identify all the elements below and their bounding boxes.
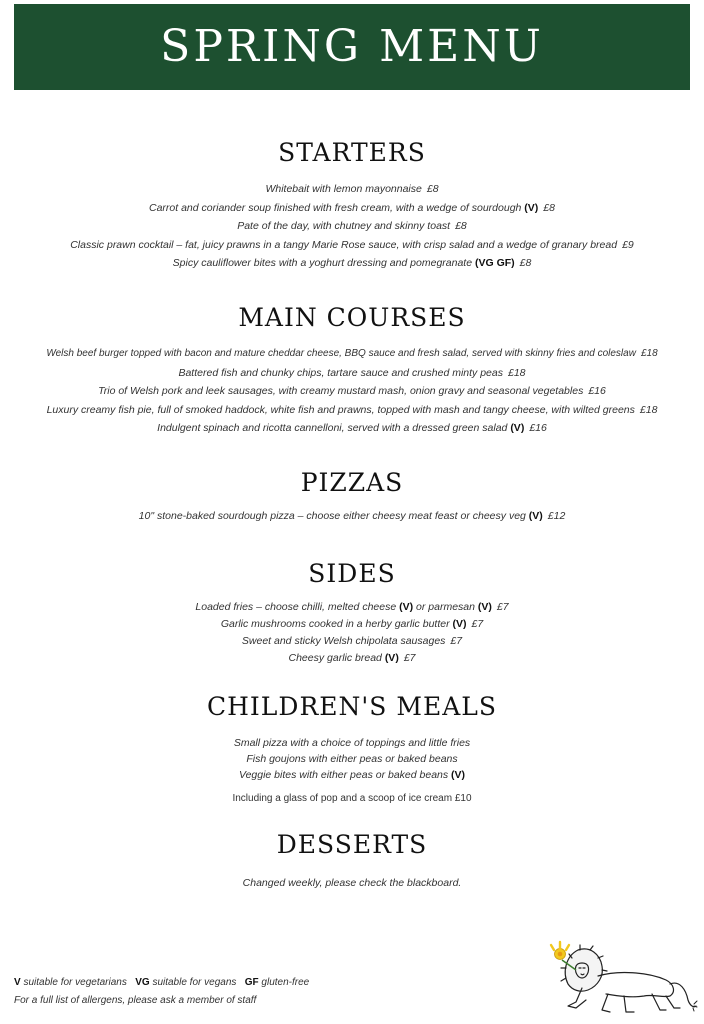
children-note: Including a glass of pop and a scoop of ice cream £10	[232, 793, 472, 804]
pizzas-list	[0, 507, 704, 526]
mains-heading: MAIN COURSES	[238, 303, 466, 332]
desserts-text: Changed weekly, please check the blackboard.	[242, 877, 462, 889]
pizzas-section	[0, 468, 704, 526]
menu-item: Fish goujons with either peas or baked beans	[246, 753, 458, 765]
menu-item: Sweet and sticky Welsh chipolata sausages £7	[241, 635, 463, 647]
pizzas-heading: PIZZAS	[300, 468, 404, 497]
title-banner	[14, 4, 690, 90]
menu-item: Cheesy garlic bread (V) £7	[288, 652, 416, 664]
starters-list	[0, 180, 704, 273]
menu-item: Welsh beef burger topped with bacon and mature cheddar cheese, BBQ sauce and fresh salad, served with skinny fries and coleslaw £18	[46, 348, 658, 359]
children-section	[0, 692, 704, 807]
sides-section	[0, 559, 704, 667]
mains-section	[0, 303, 704, 438]
menu-item: Pate of the day, with chutney and skinny toast £8	[237, 220, 467, 232]
mains-list	[0, 345, 704, 438]
menu-item: 10" stone-baked sourdough pizza – choose either cheesy meat feast or cheesy veg (V) £12	[138, 510, 566, 522]
sides-heading: SIDES	[308, 559, 396, 588]
menu-item: Carrot and coriander soup finished with fresh cream, with a wedge of sourdough (V) £8	[149, 201, 555, 214]
starters-section	[0, 138, 704, 273]
children-list	[0, 735, 704, 807]
menu-item: Battered fish and chunky chips, tartare sauce and crushed minty peas £18	[178, 366, 526, 379]
allergen-key	[14, 974, 309, 1010]
menu-item: Small pizza with a choice of toppings and little fries	[233, 737, 471, 749]
menu-item: Whitebait with lemon mayonnaise £8	[265, 183, 439, 195]
diet-key-line: V suitable for vegetarians VG suitable for vegans GF gluten-free	[14, 977, 310, 988]
desserts-heading: DESSERTS	[276, 830, 428, 859]
menu-title: SPRING MENU	[160, 21, 544, 72]
sides-list	[0, 599, 704, 667]
menu-item: Loaded fries – choose chilli, melted cheese (V) or parmesan (V) £7	[195, 601, 509, 613]
menu-item: Spicy cauliflower bites with a yoghurt dressing and pomegranate (VG GF) £8	[172, 257, 532, 269]
allergen-note: For a full list of allergens, please ask a member of staff	[14, 995, 257, 1006]
menu-item: Classic prawn cocktail – fat, juicy prawns in a tangy Marie Rose sauce, with crisp salad and a wedge of granary bread £9	[70, 238, 634, 251]
menu-item: Garlic mushrooms cooked in a herby garlic butter (V) £7	[220, 618, 484, 630]
menu-item: Luxury creamy fish pie, full of smoked haddock, white fish and prawns, topped with mash and tangy cheese, with wilted greens £18	[46, 403, 658, 416]
lion-with-daffodil-illustration	[548, 936, 698, 1020]
menu-item: Veggie bites with either peas or baked beans (V)	[238, 769, 466, 781]
desserts-section	[0, 830, 704, 893]
starters-heading: STARTERS	[278, 138, 426, 167]
menu-item: Trio of Welsh pork and leek sausages, with creamy mustard mash, onion gravy and seasonal vegetables £16	[98, 385, 606, 397]
children-heading: CHILDREN'S MEALS	[207, 692, 497, 721]
menu-item: Indulgent spinach and ricotta cannelloni, served with a dressed green salad (V) £16	[157, 422, 547, 434]
